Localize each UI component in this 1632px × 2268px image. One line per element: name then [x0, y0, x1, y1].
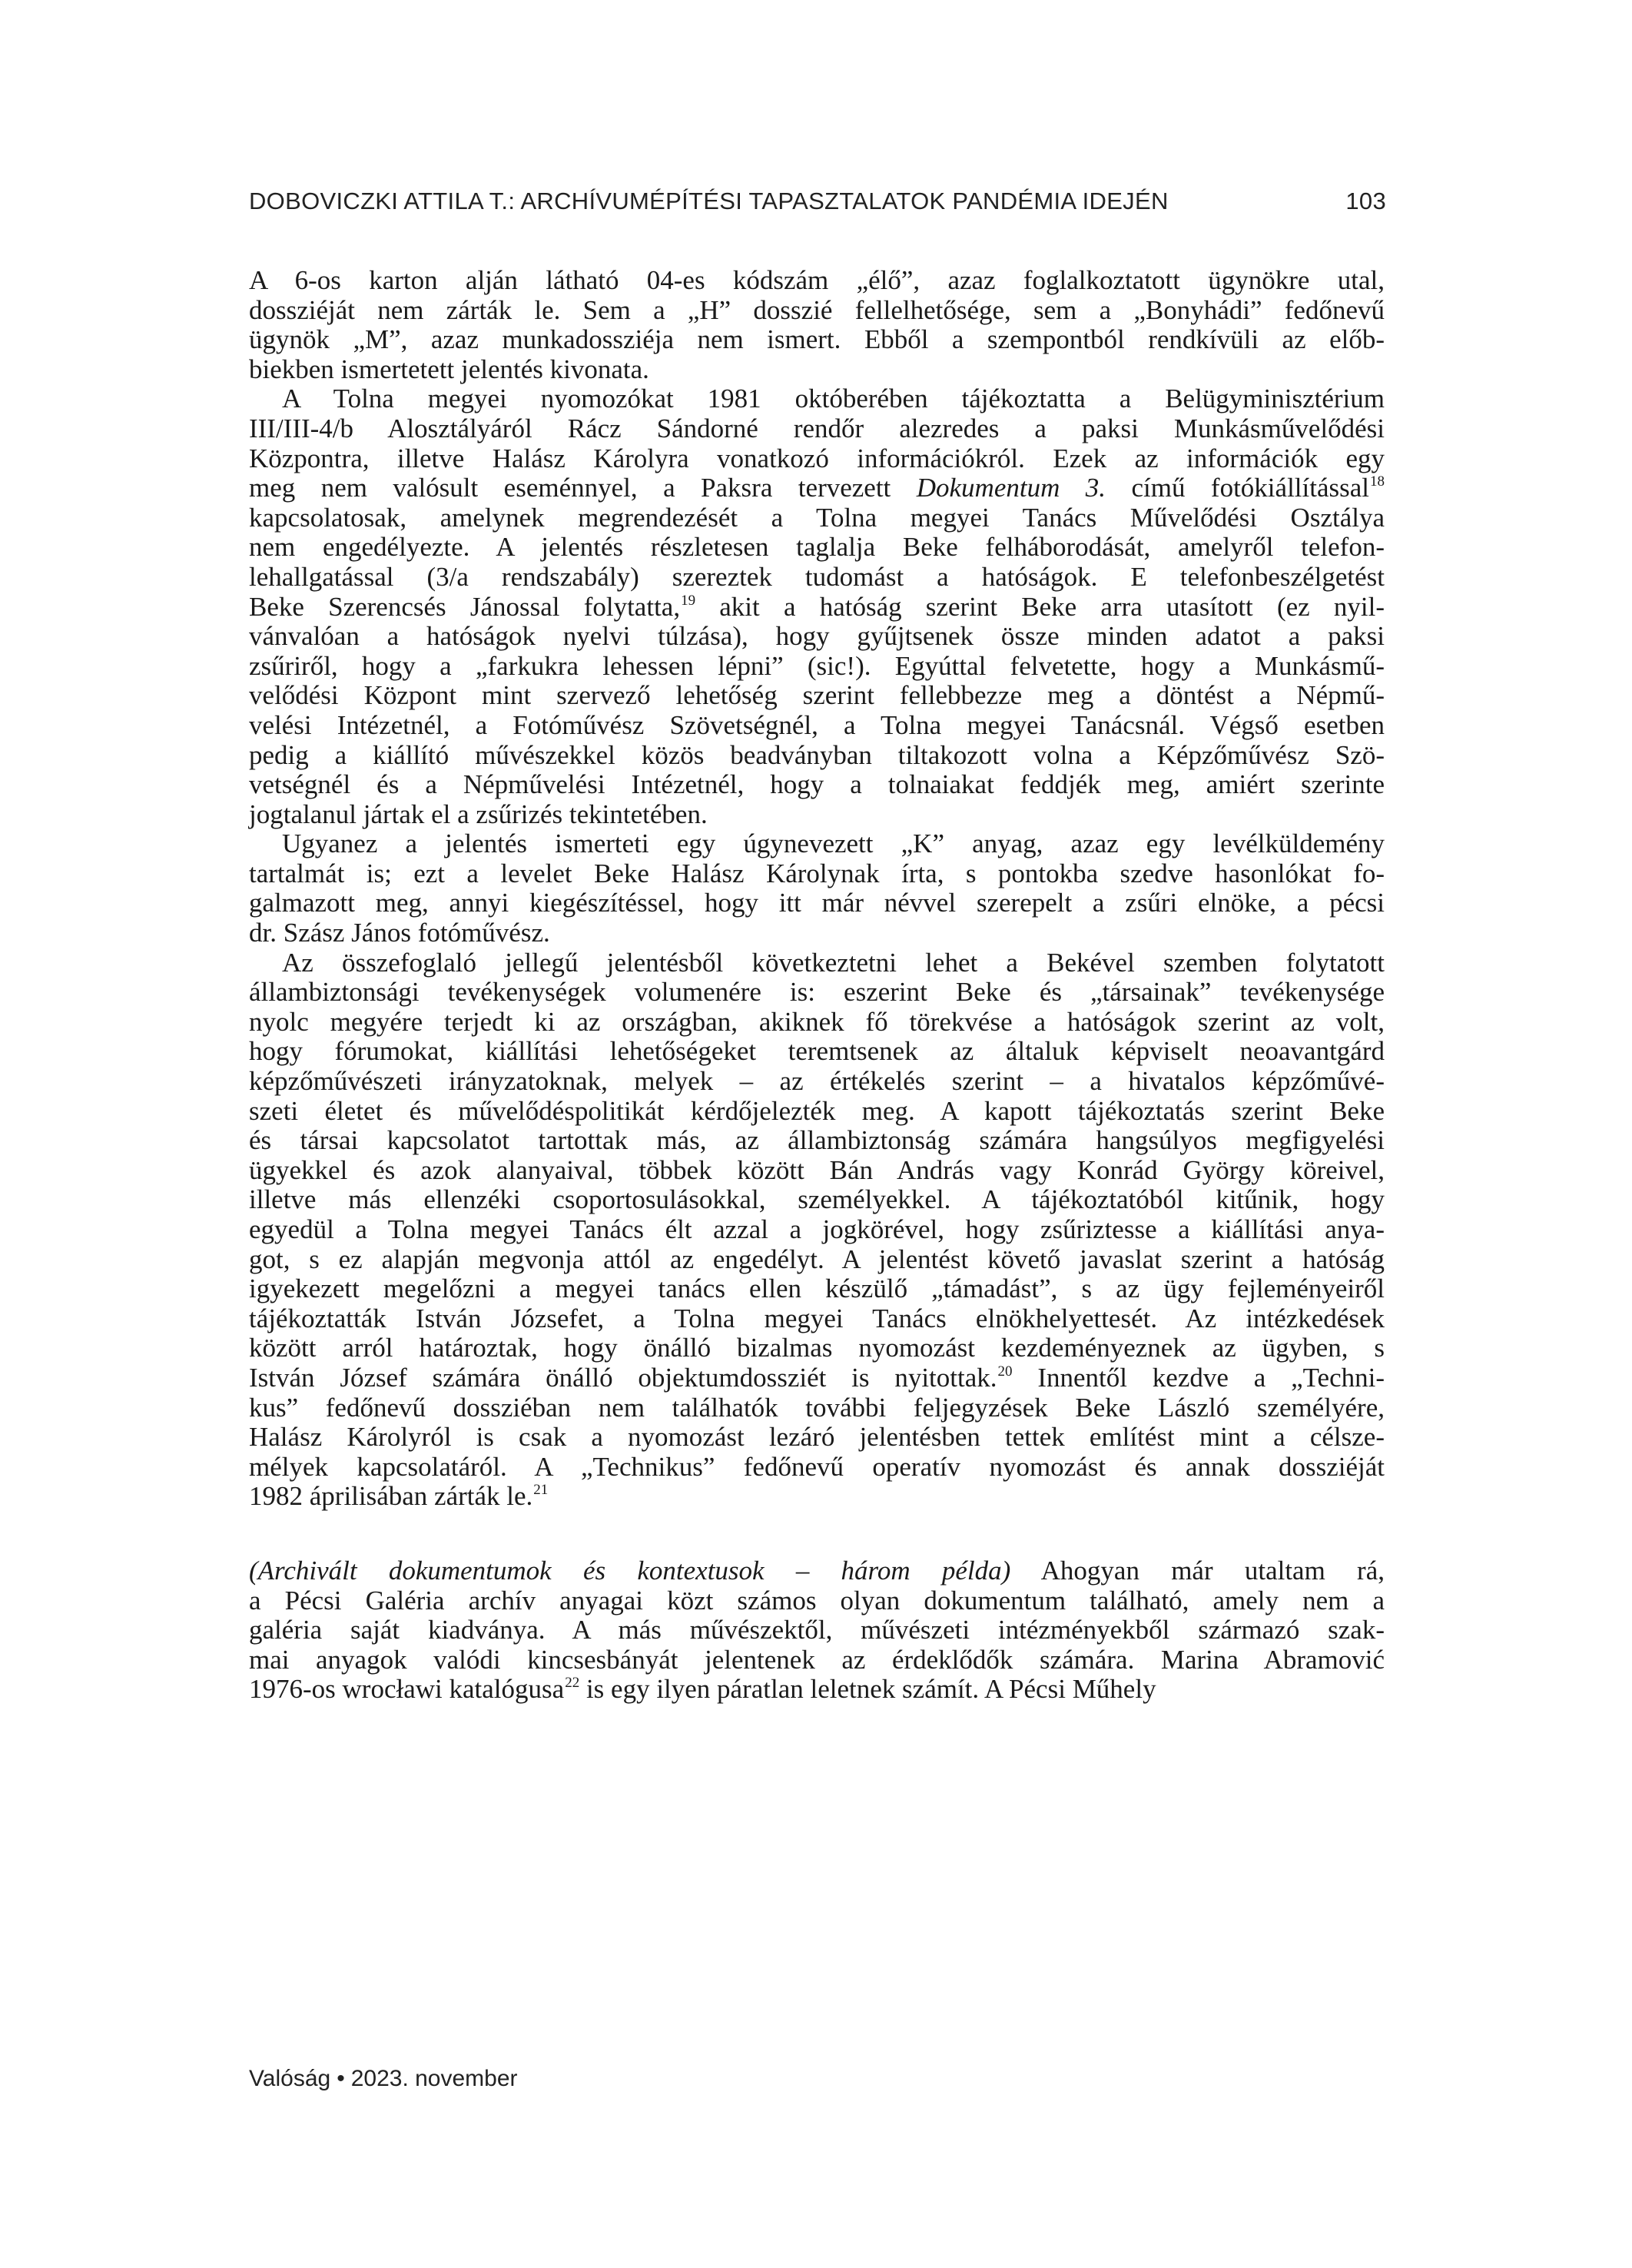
text-line: között arról határoztak, hogy önálló bizalmas nyomozást kezdeményeznek az ügyben, s: [249, 1333, 1385, 1363]
text-line: nyolc megyére terjedt ki az országban, akiknek fő törekvése a hatóságok szerint az volt,: [249, 1006, 1385, 1037]
text-line: pedig a kiállító művészekkel közös beadványban tiltakozott volna a Képzőművész Szö-: [249, 739, 1385, 770]
text-line: 1982 áprilisában zárták le.$^{21}$: [249, 1481, 549, 1512]
text-line: velődési Központ mint szervező lehetőség szerint fellebbezze meg a döntést a Népmű-: [249, 680, 1385, 711]
text-line: dr. Szász János fotóművész.: [249, 918, 550, 948]
text-line: dossziéját nem zárták le. Sem a „H” dosszié fellelhetősége, sem a „Bonyhádi” fedőnevű: [249, 294, 1385, 325]
text-line: tartalmát is; ezt a levelet Beke Halász Károlynak írta, s pontokba szedve hasonlókat fo-: [249, 858, 1385, 888]
text-line: vánvalóan a hatóságok nyelvi túlzása), hogy gyűjtsenek össze minden adatot a paksi: [249, 621, 1385, 652]
italic-title: Dokumentum 3.: [916, 473, 1106, 503]
text-line: ügyekkel és azok alanyaival, többek között Bán András vagy Konrád György köreivel,: [249, 1154, 1385, 1185]
footnote-ref: 21: [533, 1482, 549, 1499]
text-line: tájékoztatták István Józsefet, a Tolna megyei Tanács elnökhelyettesét. Az intézkedések: [249, 1303, 1385, 1333]
text-line: zsűriről, hogy a „farkukra lehessen lépni” (sic!). Egyúttal felvetette, hogy a Munkásmű-: [249, 650, 1385, 681]
footer-separator: •: [337, 2066, 345, 2091]
text-line: állambiztonsági tevékenységek volumenére is: eszerint Beke és „társainak” tevékenysége: [249, 977, 1385, 1008]
text-line: got, s ez alapján megvonja attól az engedélyt. A jelentést követő javaslat szerint a hatóság: [249, 1244, 1385, 1274]
text-line: kus” fedőnevű dossziéban nem találhatók további feljegyzések Beke László személyére,: [249, 1392, 1385, 1423]
running-title: DOBOVICZKI ATTILA T.: ARCHÍVUMÉPÍTÉSI TAPASZTALATOK PANDÉMIA IDEJÉN: [249, 188, 1169, 214]
text-line: ügynök „M”, azaz munkadossziéja nem ismert. Ebből a szempontból rendkívüli az előb-: [249, 324, 1385, 355]
text-line: Ugyanez a jelentés ismerteti egy úgynevezett „K” anyag, azaz egy levélküldemény: [282, 829, 1385, 859]
paragraph: [249, 266, 1385, 384]
article-body: [249, 266, 1385, 1705]
running-header: [249, 188, 1386, 215]
footnote-ref: 18: [1370, 473, 1385, 490]
footnote-ref: 20: [997, 1363, 1013, 1380]
paragraph: [249, 948, 1385, 1512]
footnote-ref: 22: [565, 1675, 580, 1692]
footnote-ref: 19: [681, 592, 696, 609]
text-line: jogtalanul jártak el a zsűrizés tekintetében.: [249, 799, 708, 829]
text-line: István József számára önálló objektumdossziét is nyitottak.$^{20}$ Innentől kezdve a „Techni-: [249, 1362, 1385, 1393]
text-line: Az összefoglaló jellegű jelentésből következtetni lehet a Bekével szemben folytatott: [282, 947, 1385, 978]
text-line: a Pécsi Galéria archív anyagai közt számos olyan dokumentum található, amely nem a: [249, 1585, 1385, 1615]
text-line: biekben ismertetett jelentés kivonata.: [249, 354, 649, 384]
text-line: A 6-os karton alján látható 04-es kódszám „élő”, azaz foglalkoztatott ügynökre utal,: [249, 265, 1385, 295]
text-line: galmazott meg, annyi kiegészítéssel, hogy itt már névvel szerepelt a zsűri elnöke, a pécsi: [249, 888, 1385, 918]
text-line: mai anyagok valódi kincsesbányát jelentenek az érdeklődők számára. Marina Abramović: [249, 1644, 1385, 1675]
text-line: vetségnél és a Népművelési Intézetnél, hogy a tolnaiakat feddjék meg, amiért szerinte: [249, 769, 1385, 800]
text-line: galéria saját kiadványa. A más művészektől, művészeti intézményekből származó szak-: [249, 1615, 1385, 1645]
text-line: egyedül a Tolna megyei Tanács élt azzal a jogkörével, hogy zsűriztesse a kiállítási anya-: [249, 1214, 1385, 1244]
text-line: kapcsolatosak, amelynek megrendezését a Tolna megyei Tanács Művelődési Osztálya: [249, 502, 1385, 533]
text-line: illetve más ellenzéki csoportosulásokkal, személyekkel. A tájékoztatóból kitűnik, hogy: [249, 1184, 1385, 1215]
text-line: képzőművészeti irányzatoknak, melyek – az értékelés szerint – a hivatalos képzőművé-: [249, 1066, 1385, 1097]
paragraph: [249, 829, 1385, 948]
text-line: A Tolna megyei nyomozókat 1981 októberében tájékoztatta a Belügyminisztérium: [282, 384, 1385, 414]
text-line: nem engedélyezte. A jelentés részletesen taglalja Beke felháborodását, amelyről telefon-: [249, 532, 1385, 563]
page-number: 103: [1345, 188, 1386, 214]
text-line: és társai kapcsolatot tartottak más, az állambiztonság számára hangsúlyos megfigyelési: [249, 1125, 1385, 1156]
text-line: mélyek kapcsolatáról. A „Technikus” fedőnevű operatív nyomozást és annak dossziéját: [249, 1451, 1385, 1482]
paragraph: [249, 384, 1385, 829]
text-line: szeti életet és művelődéspolitikát kérdőjelezték meg. A kapott tájékoztatás szerint Beke: [249, 1095, 1385, 1126]
page-footer: [249, 2066, 518, 2092]
text-line: (Archivált dokumentumok és kontextusok – három példa) Ahogyan már utaltam rá,: [249, 1555, 1385, 1586]
text-line: Halász Károlyról is csak a nyomozást lezáró jelentésben tettek említést mint a célsze-: [249, 1422, 1385, 1453]
journal-name: Valóság: [249, 2066, 331, 2091]
section-heading-inline: (Archivált dokumentumok és kontextusok – három példa): [249, 1555, 1011, 1586]
text-line: Központra, illetve Halász Károlyra vonatkozó információkról. Ezek az információk egy: [249, 443, 1385, 473]
text-line: igyekezett megelőzni a megyei tanács ellen készülő „támadást”, s az ügy fejleményeiről: [249, 1273, 1385, 1304]
text-line: lehallgatással (3/a rendszabály) szereztek tudomást a hatóságok. E telefonbeszélgetést: [249, 561, 1385, 592]
paragraph: [249, 1556, 1385, 1705]
text-line: III/III-4/b Alosztályáról Rácz Sándorné rendőr alezredes a paksi Munkásművelődési: [249, 413, 1385, 443]
text-line: velési Intézetnél, a Fotóművész Szövetségnél, a Tolna megyei Tanácsnál. Végső esetben: [249, 709, 1385, 740]
text-line: meg nem valósult eseménnyel, a Paksra tervezett Dokumentum 3. című fotókiállítással$^{18}$: [249, 473, 1385, 503]
issue-date: 2023. november: [350, 2066, 518, 2091]
text-line: 1976-os wrocławi katalógusa$^{22}$ is egy ilyen páratlan leletnek számít. A Pécsi Műhely: [249, 1674, 1156, 1705]
text-line: Beke Szerencsés Jánossal folytatta,$^{19}$ akit a hatóság szerint Beke arra utasított (ez nyil-: [249, 591, 1385, 622]
text-line: hogy fórumokat, kiállítási lehetőségeket teremtsenek az általuk képviselt neoavantgárd: [249, 1036, 1385, 1067]
